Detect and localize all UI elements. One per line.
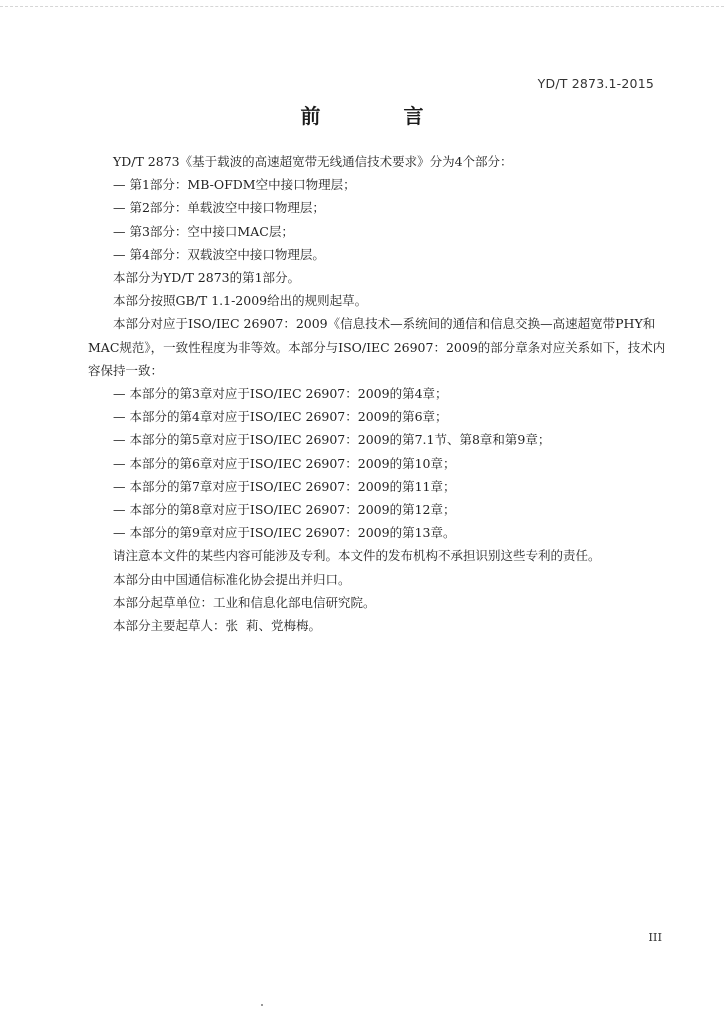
scan-speck: [261, 1004, 263, 1006]
mapping-list-item: — 本部分的第5章对应于ISO/IEC 26907：2009的第7.1节、第8章和第9章；: [113, 432, 551, 448]
part-list-item: — 第1部分：MB-OFDM空中接口物理层；: [113, 177, 356, 193]
part-list-item: — 第2部分：单载波空中接口物理层；: [113, 200, 325, 216]
drafting-rules-paragraph: 本部分按照GB/T 1.1-2009给出的规则起草。: [113, 293, 368, 309]
patent-notice-paragraph: 请注意本文件的某些内容可能涉及专利。本文件的发布机构不承担识别这些专利的责任。: [113, 548, 601, 564]
intro-paragraph: YD/T 2873《基于载波的高速超宽带无线通信技术要求》分为4个部分：: [113, 154, 513, 169]
foreword-body: [88, 150, 666, 637]
page-title: 前 言: [300, 104, 462, 128]
drafting-unit-paragraph: 本部分起草单位：工业和信息化部电信研究院。: [113, 594, 376, 610]
mapping-list-item: — 本部分的第7章对应于ISO/IEC 26907：2009的第11章；: [113, 478, 456, 494]
this-part-paragraph: 本部分为YD/T 2873的第1部分。: [113, 270, 301, 286]
standard-code: YD/T 2873.1-2015: [537, 76, 654, 91]
drafters-paragraph: 本部分主要起草人：张 莉、党梅梅。: [113, 618, 321, 634]
mapping-list-item: — 本部分的第8章对应于ISO/IEC 26907：2009的第12章；: [113, 502, 456, 518]
part-list-item: — 第3部分：空中接口MAC层；: [113, 223, 294, 239]
part-list-item: — 第4部分：双载波空中接口物理层。: [113, 246, 325, 262]
mapping-list-item: — 本部分的第9章对应于ISO/IEC 26907：2009的第13章。: [113, 525, 456, 541]
page-number: III: [648, 930, 662, 944]
mapping-list-item: — 本部分的第6章对应于ISO/IEC 26907：2009的第10章；: [113, 455, 456, 471]
correspondence-paragraph: 本部分对应于ISO/IEC 26907：2009《信息技术—系统间的通信和信息交换—高速超宽带PHY和MAC规范》，一致性程度为非等效。本部分与ISO/IEC 26907：2009的部分章条对应关系如下，技术内容保持一致：: [88, 316, 666, 378]
mapping-list-item: — 本部分的第4章对应于ISO/IEC 26907：2009的第6章；: [113, 409, 448, 425]
scan-top-edge: [0, 6, 724, 7]
mapping-list-item: — 本部分的第3章对应于ISO/IEC 26907：2009的第4章；: [113, 386, 448, 402]
proposer-paragraph: 本部分由中国通信标准化协会提出并归口。: [113, 571, 351, 587]
